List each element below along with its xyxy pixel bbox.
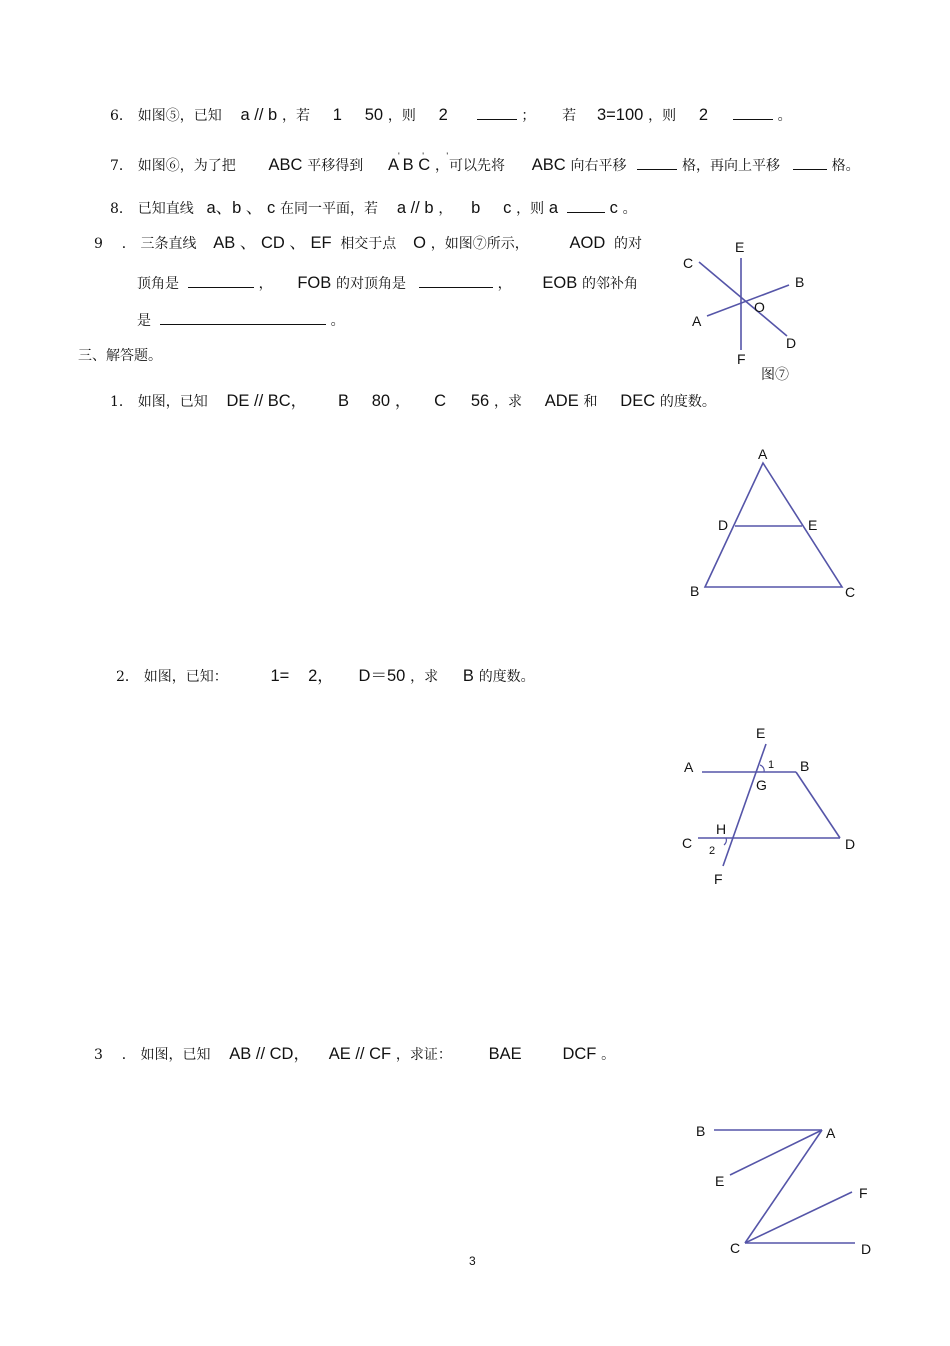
figure-problem-3	[714, 1130, 855, 1243]
page-number: 3	[469, 1254, 476, 1268]
fig7-label-o: O	[754, 299, 765, 315]
question-6: 6． 如图⑤，已知 a // b ，若 1 50 ，则 2 ； 若 3=100 ，则 2 。	[110, 103, 792, 126]
fig2-line-ef	[723, 744, 766, 866]
fig1-label-b: B	[690, 583, 700, 599]
fig3-label-c: C	[730, 1240, 741, 1256]
fig2-label-f: F	[714, 871, 723, 887]
question-7: 7． 如图⑥，为了把 ABC 平移得到 A B C ' ' ' ，可以先将 ABC 向右平移 格，再向上平移 格。	[110, 151, 860, 174]
fig7-label-f: F	[737, 351, 746, 367]
fig2-label-h: H	[716, 821, 727, 837]
q8-number: 8．	[110, 201, 133, 217]
fig2-angle-2-arc	[724, 838, 726, 845]
fig3-label-d: D	[861, 1241, 872, 1257]
fig3-label-a: A	[826, 1125, 836, 1141]
problem-3: 3 ． 如图，已知 AB // CD， AE // CF ，求证： BAE DCF 。	[94, 1045, 616, 1063]
fig3-line-ac	[745, 1130, 822, 1243]
fig3-label-e: E	[715, 1173, 725, 1189]
fig2-label-a: A	[684, 759, 694, 775]
fig2-label-c: C	[682, 835, 693, 851]
p1-number: 1．	[110, 394, 133, 410]
fig7-label-c: C	[683, 255, 694, 271]
fig7-label-e: E	[735, 239, 745, 255]
p3-number: 3	[94, 1047, 103, 1063]
fig2-angle-1-arc	[760, 765, 764, 772]
fig1-label-d: D	[718, 517, 729, 533]
figure-7	[699, 258, 789, 350]
fig2-label-d: D	[845, 836, 856, 852]
fig2-label-2: 2	[709, 845, 716, 857]
fig2-label-1: 1	[768, 759, 775, 771]
fig7-label-d: D	[786, 335, 797, 351]
q6-number: 6．	[110, 108, 133, 124]
fig7-caption: 图⑦	[761, 367, 789, 383]
fig1-label-a: A	[758, 446, 768, 462]
fig2-label-g: G	[756, 777, 767, 793]
fig2-segment-bd	[796, 772, 840, 838]
section-3-title: 三、解答题。	[78, 348, 162, 364]
question-9-line-1: 9 ． 三条直线 AB 、 CD 、 EF 相交于点 O ，如图⑦所示， AOD 的对	[94, 234, 643, 252]
fig3-label-b: B	[696, 1123, 706, 1139]
fig7-label-a: A	[692, 313, 702, 329]
problem-1: 1． 如图，已知 DE // BC， B 80 ， C 56 ，求 ADE 和 DEC 的度数。	[110, 392, 716, 410]
fig1-label-c: C	[845, 584, 856, 600]
p2-number: 2．	[116, 669, 139, 685]
fig7-label-b: B	[795, 274, 805, 290]
fig2-label-b: B	[800, 758, 810, 774]
problem-2: 2． 如图，已知： 1= 2， D＝50 ，求 B 的度数。	[116, 667, 535, 685]
fig1-label-e: E	[808, 517, 818, 533]
q7-number: 7．	[110, 158, 133, 174]
fig7-line-ab	[707, 285, 789, 316]
q9-number: 9	[94, 236, 103, 252]
fig3-label-f: F	[859, 1185, 868, 1201]
fig3-line-ae	[730, 1130, 822, 1175]
fig3-line-cf	[745, 1192, 852, 1243]
question-9-line-3: 是 。	[137, 308, 345, 331]
fig2-label-e: E	[756, 725, 766, 741]
question-8: 8． 已知直线 a、b 、 c 在同一平面，若 a // b ， b c ，则 a c 。	[110, 196, 637, 219]
question-9-line-2: 顶角是 ， FOB 的对顶角是 ， EOB 的邻补角	[137, 271, 638, 294]
fig7-line-cd	[699, 262, 787, 336]
